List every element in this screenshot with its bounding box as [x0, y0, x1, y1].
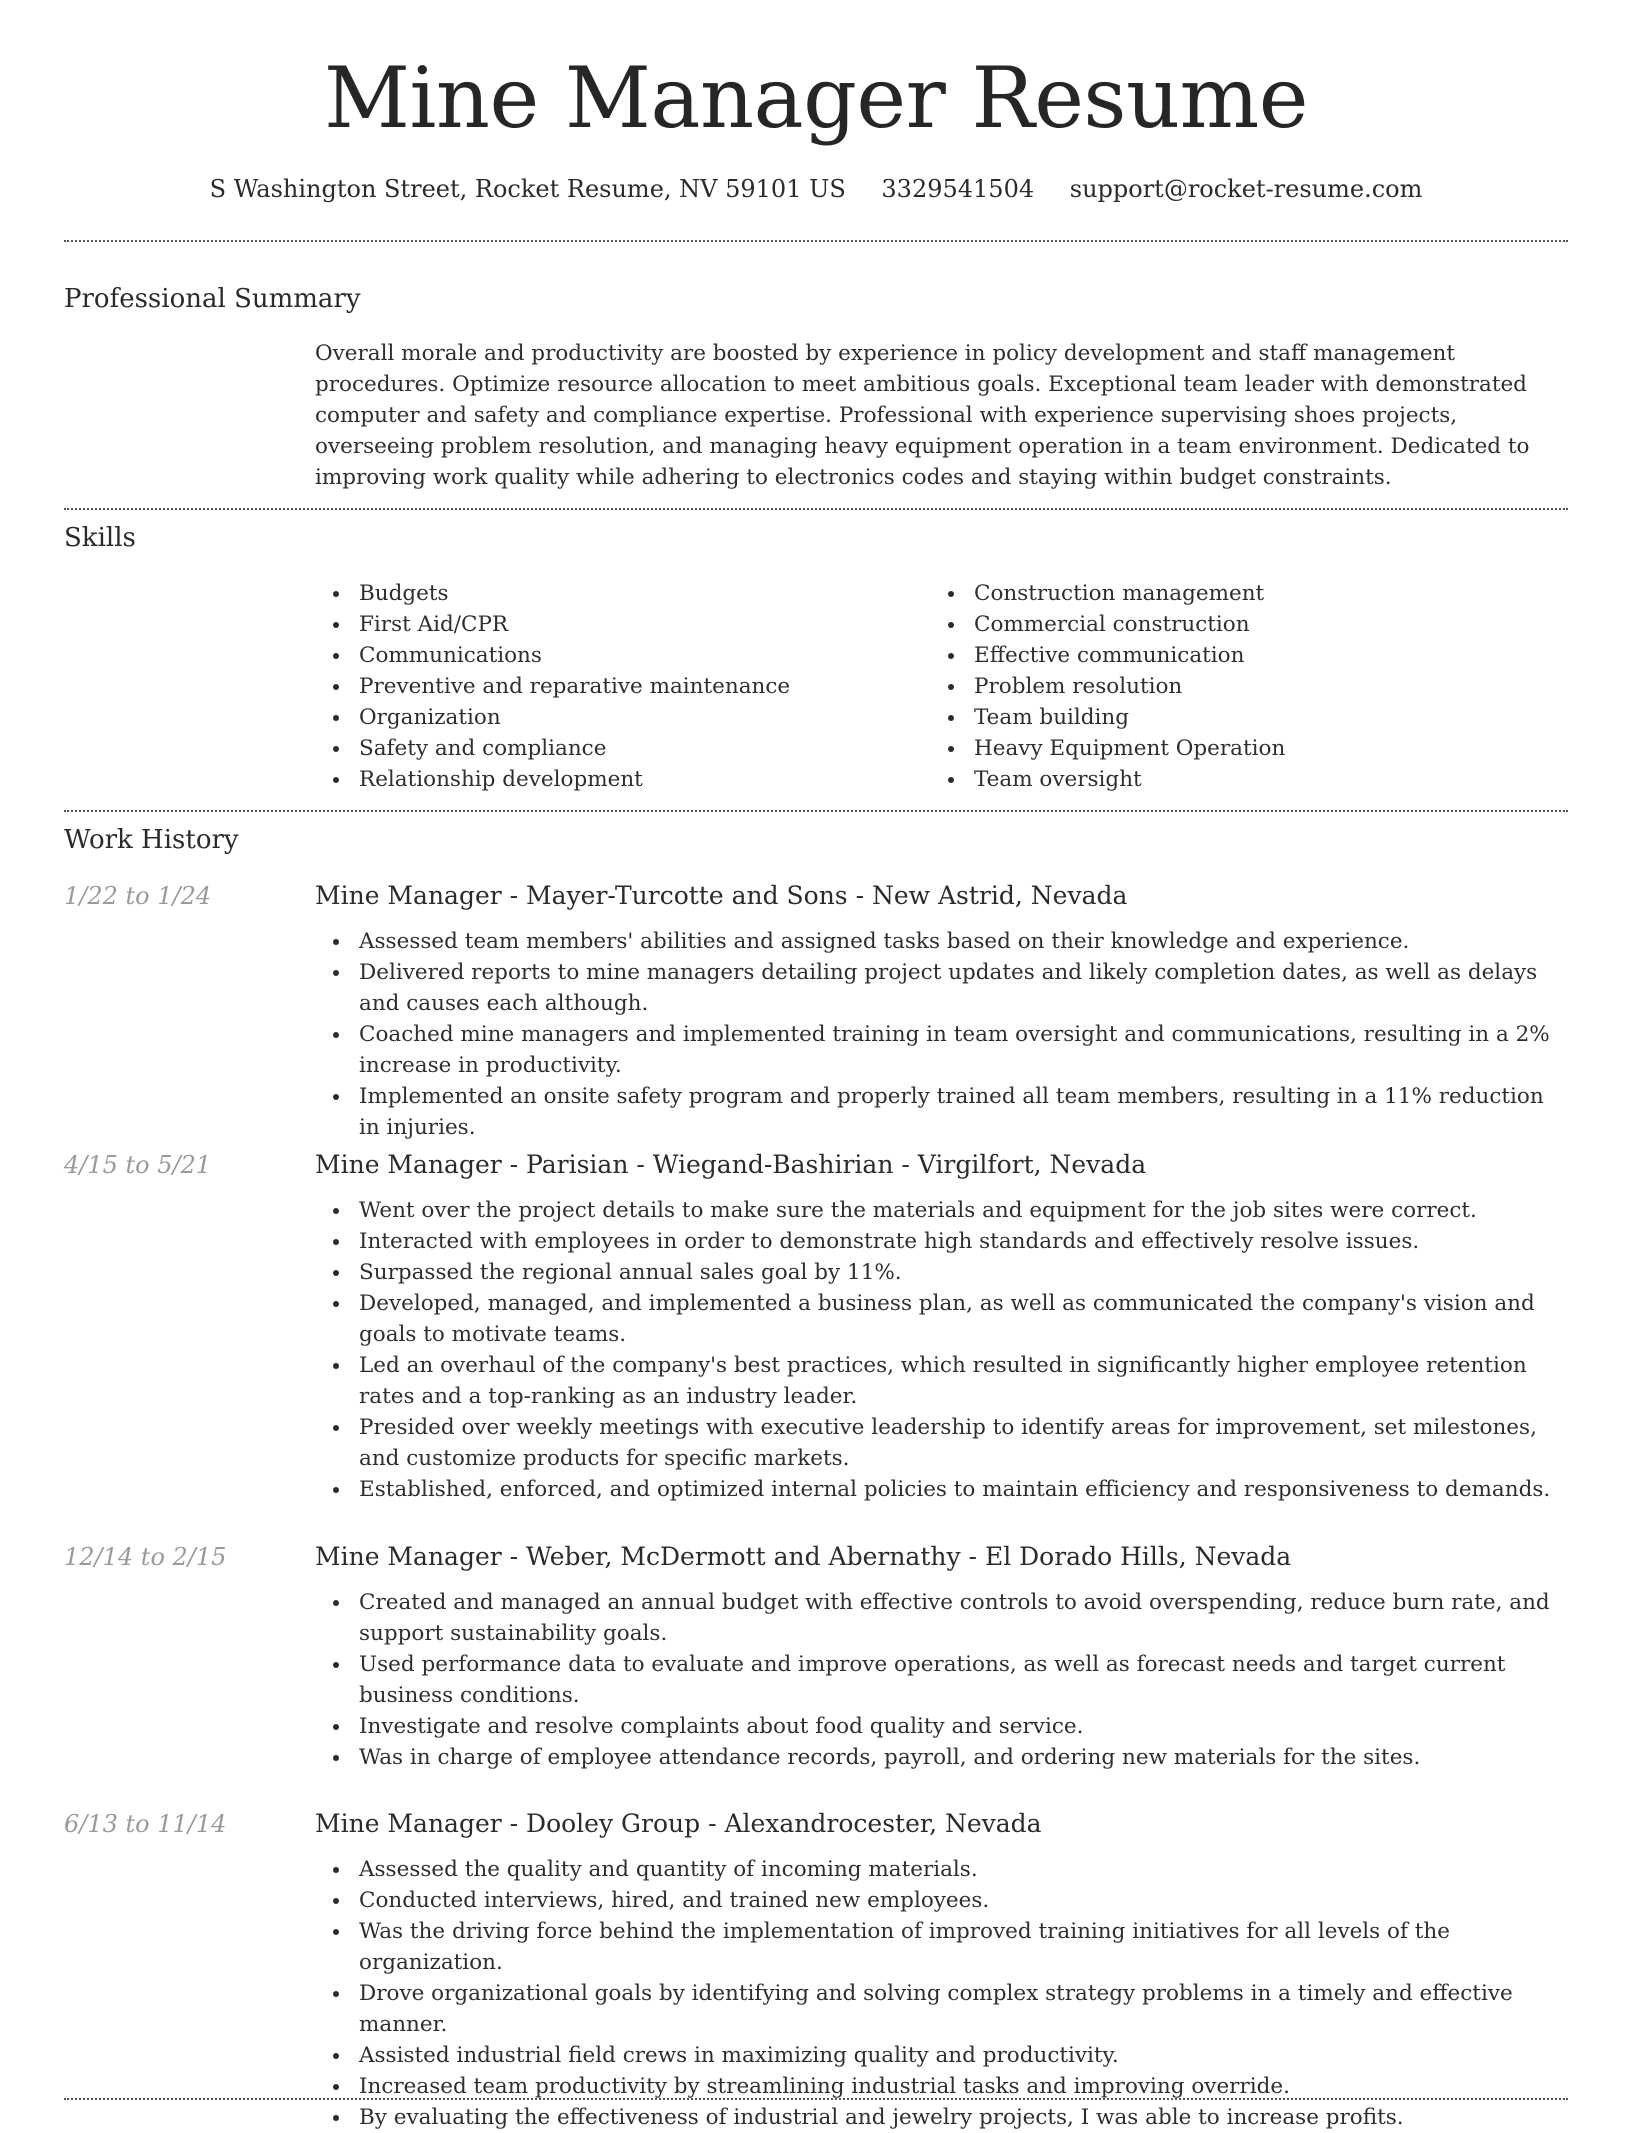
job-bullets — [315, 1587, 1568, 1773]
contact-email: support@rocket-resume.com — [1069, 175, 1423, 203]
job-bullet: Surpassed the regional annual sales goal by 11%. — [315, 1257, 1568, 1288]
skill-item: Organization — [315, 702, 930, 733]
job-bullet: Implemented an onsite safety program and properly trained all team members, resulting in a 11% reduction in injuries. — [315, 1081, 1568, 1143]
job-title: Mine Manager - Parisian - Wiegand-Bashirian - Virgilfort, Nevada — [315, 1150, 1147, 1179]
job-title: Mine Manager - Mayer-Turcotte and Sons - New Astrid, Nevada — [315, 881, 1128, 910]
job-title: Mine Manager - Weber, McDermott and Abernathy - El Dorado Hills, Nevada — [315, 1542, 1292, 1571]
work-heading: Work History — [64, 825, 239, 855]
skill-item: Commercial construction — [930, 609, 1545, 640]
job-bullet: Went over the project details to make sure the materials and equipment for the job sites were correct. — [315, 1195, 1568, 1226]
job-bullet: Investigate and resolve complaints about food quality and service. — [315, 1711, 1568, 1742]
skill-item: Team building — [930, 702, 1545, 733]
job-title: Mine Manager - Dooley Group - Alexandrocester, Nevada — [315, 1809, 1042, 1838]
job-bullet: Was the driving force behind the implementation of improved training initiatives for all levels of the organization. — [315, 1916, 1568, 1978]
job-bullets — [315, 1195, 1568, 1505]
job-bullet: By evaluating the effectiveness of industrial and jewelry projects, I was able to increase profits. — [315, 2102, 1568, 2133]
skill-item: Problem resolution — [930, 671, 1545, 702]
job-bullet: Delivered reports to mine managers detailing project updates and likely completion dates, as well as delays and causes each although. — [315, 957, 1568, 1019]
contact-line — [0, 174, 1632, 204]
skill-item: Safety and compliance — [315, 733, 930, 764]
job-bullet: Drove organizational goals by identifying and solving complex strategy problems in a timely and effective manner. — [315, 1978, 1568, 2040]
divider — [64, 240, 1568, 242]
skills-list-right — [930, 578, 1545, 795]
job-bullet: Assisted industrial field crews in maximizing quality and productivity. — [315, 2040, 1568, 2071]
resume-title: Mine Manager Resume — [323, 49, 1309, 147]
skill-item: Effective communication — [930, 640, 1545, 671]
skill-item: Relationship development — [315, 764, 930, 795]
job-bullet: Led an overhaul of the company's best practices, which resulted in significantly higher employee retention rates and a top-ranking as an industry leader. — [315, 1350, 1568, 1412]
job-bullets — [315, 926, 1568, 1143]
job-bullet: Used performance data to evaluate and improve operations, as well as forecast needs and target current business conditions. — [315, 1649, 1568, 1711]
contact-phone: 3329541504 — [881, 175, 1035, 203]
job-dates: 6/13 to 11/14 — [64, 1810, 227, 1838]
skill-item: Construction management — [930, 578, 1545, 609]
job-bullet: Coached mine managers and implemented training in team oversight and communications, resulting in a 2% increase in productivity. — [315, 1019, 1568, 1081]
skills-section — [315, 578, 1568, 795]
job-bullets — [315, 1854, 1568, 2133]
job-dates: 4/15 to 5/21 — [64, 1151, 212, 1179]
divider — [64, 810, 1568, 812]
job-bullet: Presided over weekly meetings with executive leadership to identify areas for improvement, set milestones, and customize products for specific markets. — [315, 1412, 1568, 1474]
job-entry — [64, 880, 1568, 1143]
job-bullet: Increased team productivity by streamlining industrial tasks and improving override. — [315, 2071, 1568, 2102]
job-bullet: Interacted with employees in order to demonstrate high standards and effectively resolve issues. — [315, 1226, 1568, 1257]
divider — [64, 2098, 1568, 2100]
skill-item: Heavy Equipment Operation — [930, 733, 1545, 764]
skill-item: Budgets — [315, 578, 930, 609]
skill-item: First Aid/CPR — [315, 609, 930, 640]
job-bullet: Created and managed an annual budget with effective controls to avoid overspending, reduce burn rate, and support sustainability goals. — [315, 1587, 1568, 1649]
divider — [64, 508, 1568, 510]
skills-list-left — [315, 578, 930, 795]
skill-item: Team oversight — [930, 764, 1545, 795]
skills-heading: Skills — [64, 523, 136, 553]
resume-header — [0, 0, 1632, 204]
summary-heading: Professional Summary — [64, 284, 361, 314]
job-bullet: Assessed team members' abilities and assigned tasks based on their knowledge and experience. — [315, 926, 1568, 957]
job-entry — [64, 1541, 1568, 1773]
job-entry — [64, 1149, 1568, 1505]
job-entry — [64, 1808, 1568, 2133]
job-bullet: Assessed the quality and quantity of incoming materials. — [315, 1854, 1568, 1885]
job-dates: 12/14 to 2/15 — [64, 1543, 227, 1571]
job-bullet: Conducted interviews, hired, and trained new employees. — [315, 1885, 1568, 1916]
skill-item: Communications — [315, 640, 930, 671]
skill-item: Preventive and reparative maintenance — [315, 671, 930, 702]
job-dates: 1/22 to 1/24 — [64, 882, 212, 910]
summary-text: Overall morale and productivity are boosted by experience in policy development and staff management procedures. Optimize resource allocation to meet ambitious goals. Exceptional team leader with demonstrated computer and safety and compliance expertise. Professional with experience supervising shoes projects, overseeing problem resolution, and managing heavy equipment operation in a team environment. Dedicated to improving work quality while adhering to electronics codes and staying within budget constraints. — [315, 341, 1530, 490]
contact-address: S Washington Street, Rocket Resume, NV 59101 US — [209, 175, 846, 203]
summary-section — [315, 338, 1568, 493]
job-bullet: Established, enforced, and optimized internal policies to maintain efficiency and responsiveness to demands. — [315, 1474, 1568, 1505]
job-bullet: Developed, managed, and implemented a business plan, as well as communicated the company's vision and goals to motivate teams. — [315, 1288, 1568, 1350]
job-bullet: Was in charge of employee attendance records, payroll, and ordering new materials for the sites. — [315, 1742, 1568, 1773]
